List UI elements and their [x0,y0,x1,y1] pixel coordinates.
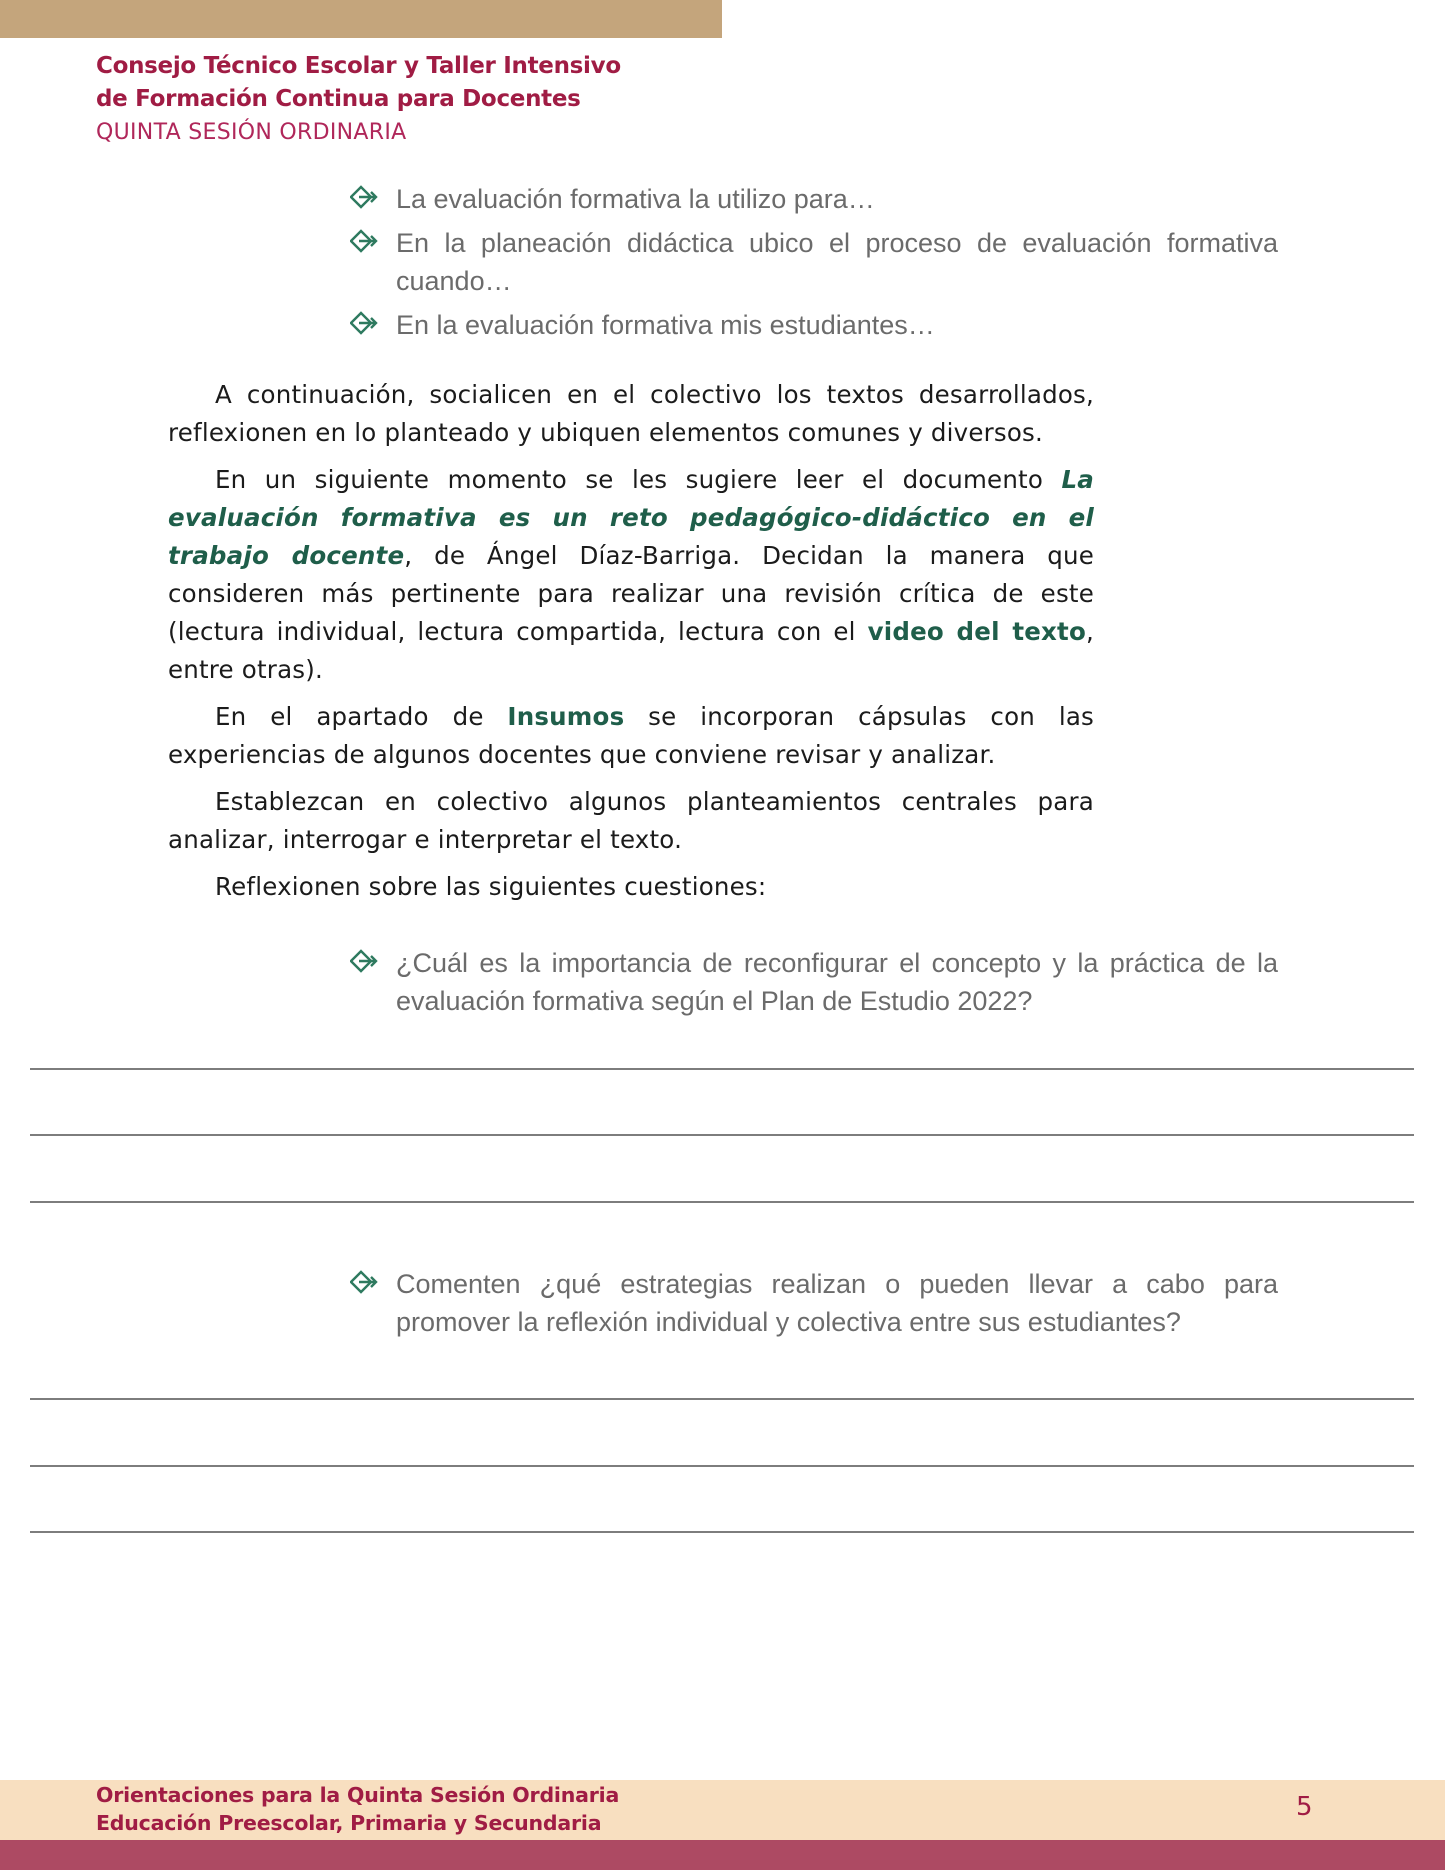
answer-line[interactable] [30,1068,1414,1070]
footer [96,1781,619,1837]
header-session: QUINTA SESIÓN ORDINARIA [96,120,407,145]
question-2 [350,1265,1278,1347]
prompt-list [350,180,1278,350]
paragraph [168,698,1094,774]
paragraph-text: , entre otras). [168,617,1094,684]
paragraph: Reflexionen sobre las siguientes cuestiones: [215,872,767,901]
insumos-link[interactable]: Insumos [507,702,625,731]
list-item-text: En la planeación didáctica ubico el proceso de evaluación formativa cuando… [396,228,1278,296]
page-header [96,50,621,149]
paragraph-text: , de Ángel Díaz-Barriga. Decidan la manera que consideren más pertinente para realizar una revisión crítica de este (lectura individual, lectura compartida, lectura con el [168,541,1095,646]
list-item [350,1265,1278,1341]
answer-line[interactable] [30,1531,1414,1533]
footer-line2: Educación Preescolar, Primaria y Secundaria [96,1811,602,1835]
answer-line[interactable] [30,1398,1414,1400]
top-decorative-bar [0,0,722,38]
diamond-arrow-icon [350,946,380,976]
footer-bottom-bar [0,1840,1445,1870]
list-item [350,180,1278,218]
answer-line[interactable] [30,1134,1414,1136]
question-text: Comenten ¿qué estrategias realizan o pueden llevar a cabo para promover la reflexión individual y colectiva entre sus estudiantes? [396,1269,1278,1337]
answer-line[interactable] [30,1465,1414,1467]
question-1 [350,944,1278,1026]
question-text: ¿Cuál es la importancia de reconfigurar el concepto y la práctica de la evaluación formativa según el Plan de Estudio 2022? [396,948,1278,1016]
paragraph-text: En el apartado de [215,702,508,731]
answer-line[interactable] [30,1201,1414,1203]
page-number: 5 [1296,1792,1313,1822]
list-item-text: En la evaluación formativa mis estudiantes… [396,310,935,340]
document-link[interactable]: La evaluación formativa es un reto pedagógico-didáctico en el trabajo docente [168,465,1094,570]
diamond-arrow-icon [350,226,380,256]
diamond-arrow-icon [350,1267,380,1297]
diamond-arrow-icon [350,308,380,338]
list-item [350,224,1278,300]
body-text [168,376,1094,915]
diamond-arrow-icon [350,182,380,212]
paragraph-text: se incorporan cápsulas con las experiencias de algunos docentes que conviene revisar y analizar. [168,702,1095,769]
paragraph: A continuación, socialicen en el colectivo los textos desarrollados, reflexionen en lo planteado y ubiquen elementos comunes y diversos. [168,380,1094,447]
video-link[interactable]: video del texto [867,617,1086,646]
paragraph-text: En un siguiente momento se les sugiere leer el documento [215,465,1062,494]
footer-line1: Orientaciones para la Quinta Sesión Ordinaria [96,1783,620,1807]
paragraph: Establezcan en colectivo algunos planteamientos centrales para analizar, interrogar e interpretar el texto. [168,787,1094,854]
header-title-line1: Consejo Técnico Escolar y Taller Intensivo [96,53,621,79]
list-item-text: La evaluación formativa la utilizo para… [396,184,875,214]
paragraph [168,461,1094,689]
list-item [350,306,1278,344]
list-item [350,944,1278,1020]
header-title-line2: de Formación Continua para Docentes [96,86,581,112]
